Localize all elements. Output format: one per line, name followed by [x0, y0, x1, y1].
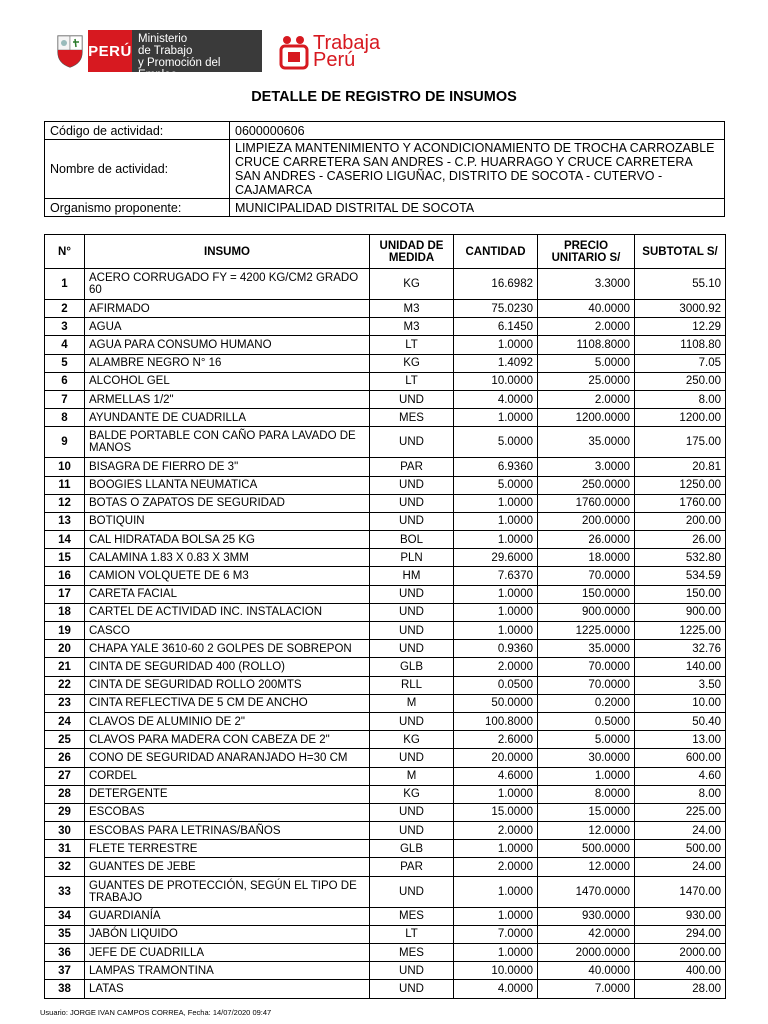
table-row [45, 749, 726, 767]
cell-insumo: GUANTES DE PROTECCIÓN, SEGÚN EL TIPO DE TRABAJO [85, 876, 370, 907]
document-title: DETALLE DE REGISTRO DE INSUMOS [251, 89, 517, 105]
cell-unidad: UND [370, 494, 454, 512]
cell-insumo: DETERGENTE [85, 785, 370, 803]
cell-insumo: CLAVOS PARA MADERA CON CABEZA DE 2" [85, 731, 370, 749]
cell-precio: 5.0000 [538, 354, 635, 372]
cell-cantidad: 7.0000 [454, 925, 538, 943]
cell-precio: 1.0000 [538, 767, 635, 785]
cell-n: 35 [45, 925, 85, 943]
cell-insumo: GUARDIANÍA [85, 907, 370, 925]
cell-precio: 200.0000 [538, 512, 635, 530]
cell-cantidad: 0.9360 [454, 640, 538, 658]
cell-precio: 1200.0000 [538, 409, 635, 427]
cell-unidad: MES [370, 944, 454, 962]
cell-insumo: BISAGRA DE FIERRO DE 3" [85, 458, 370, 476]
cell-subtotal: 4.60 [635, 767, 726, 785]
cell-insumo: AGUA [85, 318, 370, 336]
cell-subtotal: 1225.00 [635, 622, 726, 640]
cell-unidad: M [370, 767, 454, 785]
cell-n: 6 [45, 372, 85, 390]
cell-unidad: MES [370, 907, 454, 925]
table-row [45, 840, 726, 858]
cell-precio: 26.0000 [538, 531, 635, 549]
peru-coat-of-arms-icon [52, 30, 88, 72]
info-row-organismo [45, 199, 725, 217]
cell-unidad: UND [370, 712, 454, 730]
organismo-label: Organismo proponente: [45, 199, 230, 217]
cell-cantidad: 1.0000 [454, 622, 538, 640]
peru-label: PERÚ [88, 30, 132, 72]
cell-insumo: CARTEL DE ACTIVIDAD INC. INSTALACION [85, 603, 370, 621]
cell-precio: 8.0000 [538, 785, 635, 803]
col-header-unidad: UNIDAD DE MEDIDA [370, 235, 454, 269]
cell-unidad: UND [370, 640, 454, 658]
cell-unidad: HM [370, 567, 454, 585]
footer-user-info: Usuario: JORGE IVAN CAMPOS CORREA, Fecha: 14/07/2020 09:47 [40, 1008, 272, 1017]
cell-insumo: CALAMINA 1.83 X 0.83 X 3MM [85, 549, 370, 567]
col-header-insumo: INSUMO [85, 235, 370, 269]
cell-n: 3 [45, 318, 85, 336]
cell-insumo: CLAVOS DE ALUMINIO DE 2" [85, 712, 370, 730]
cell-insumo: CHAPA YALE 3610-60 2 GOLPES DE SOBREPON [85, 640, 370, 658]
cell-subtotal: 150.00 [635, 585, 726, 603]
col-header-cantidad: CANTIDAD [454, 235, 538, 269]
cell-insumo: BALDE PORTABLE CON CAÑO PARA LAVADO DE MANOS [85, 427, 370, 458]
table-row [45, 876, 726, 907]
cell-subtotal: 1200.00 [635, 409, 726, 427]
col-header-n: N° [45, 235, 85, 269]
cell-subtotal: 24.00 [635, 822, 726, 840]
cell-insumo: ESCOBAS PARA LETRINAS/BAÑOS [85, 822, 370, 840]
cell-cantidad: 1.0000 [454, 531, 538, 549]
cell-insumo: CINTA DE SEGURIDAD 400 (ROLLO) [85, 658, 370, 676]
table-row [45, 980, 726, 998]
cell-unidad: M3 [370, 300, 454, 318]
cell-cantidad: 1.0000 [454, 409, 538, 427]
cell-n: 25 [45, 731, 85, 749]
cell-subtotal: 1108.80 [635, 336, 726, 354]
cell-insumo: CAL HIDRATADA BOLSA 25 KG [85, 531, 370, 549]
cell-precio: 70.0000 [538, 658, 635, 676]
table-row [45, 622, 726, 640]
cell-insumo: GUANTES DE JEBE [85, 858, 370, 876]
cell-precio: 2.0000 [538, 318, 635, 336]
cell-unidad: UND [370, 980, 454, 998]
cell-insumo: AYUNDANTE DE CUADRILLA [85, 409, 370, 427]
cell-unidad: UND [370, 427, 454, 458]
cell-subtotal: 400.00 [635, 962, 726, 980]
cell-unidad: UND [370, 603, 454, 621]
cell-n: 33 [45, 876, 85, 907]
cell-n: 29 [45, 803, 85, 821]
cell-cantidad: 100.8000 [454, 712, 538, 730]
cell-precio: 40.0000 [538, 962, 635, 980]
cell-subtotal: 140.00 [635, 658, 726, 676]
cell-unidad: KG [370, 354, 454, 372]
cell-n: 34 [45, 907, 85, 925]
table-row [45, 603, 726, 621]
cell-subtotal: 10.00 [635, 694, 726, 712]
cell-precio: 3.3000 [538, 269, 635, 300]
insumos-table-body [45, 269, 726, 999]
cell-cantidad: 1.0000 [454, 876, 538, 907]
cell-n: 36 [45, 944, 85, 962]
table-row [45, 858, 726, 876]
cell-subtotal: 2000.00 [635, 944, 726, 962]
table-row [45, 944, 726, 962]
cell-unidad: LT [370, 336, 454, 354]
cell-n: 23 [45, 694, 85, 712]
cell-unidad: GLB [370, 840, 454, 858]
cell-n: 19 [45, 622, 85, 640]
cell-subtotal: 13.00 [635, 731, 726, 749]
nombre-label: Nombre de actividad: [45, 140, 230, 199]
trabaja-peru-text [313, 32, 381, 71]
cell-n: 37 [45, 962, 85, 980]
cell-cantidad: 2.6000 [454, 731, 538, 749]
table-row [45, 300, 726, 318]
cell-n: 18 [45, 603, 85, 621]
cell-n: 27 [45, 767, 85, 785]
cell-subtotal: 7.05 [635, 354, 726, 372]
cell-subtotal: 1760.00 [635, 494, 726, 512]
cell-subtotal: 1250.00 [635, 476, 726, 494]
cell-subtotal: 1470.00 [635, 876, 726, 907]
table-row [45, 962, 726, 980]
info-row-codigo [45, 122, 725, 140]
cell-unidad: KG [370, 269, 454, 300]
cell-cantidad: 5.0000 [454, 476, 538, 494]
codigo-label: Código de actividad: [45, 122, 230, 140]
cell-subtotal: 24.00 [635, 858, 726, 876]
table-row [45, 549, 726, 567]
cell-subtotal: 26.00 [635, 531, 726, 549]
cell-precio: 0.5000 [538, 712, 635, 730]
cell-n: 12 [45, 494, 85, 512]
cell-insumo: JABÓN LIQUIDO [85, 925, 370, 943]
table-row [45, 372, 726, 390]
cell-unidad: UND [370, 803, 454, 821]
cell-insumo: ESCOBAS [85, 803, 370, 821]
cell-cantidad: 1.0000 [454, 512, 538, 530]
cell-subtotal: 55.10 [635, 269, 726, 300]
ministry-line-1: Ministerio [138, 33, 188, 45]
cell-subtotal: 50.40 [635, 712, 726, 730]
cell-cantidad: 1.0000 [454, 840, 538, 858]
cell-precio: 35.0000 [538, 427, 635, 458]
cell-cantidad: 1.0000 [454, 494, 538, 512]
table-row [45, 427, 726, 458]
cell-unidad: UND [370, 822, 454, 840]
table-row [45, 907, 726, 925]
cell-cantidad: 20.0000 [454, 749, 538, 767]
cell-insumo: BOOGIES LLANTA NEUMATICA [85, 476, 370, 494]
cell-insumo: FLETE TERRESTRE [85, 840, 370, 858]
cell-n: 13 [45, 512, 85, 530]
codigo-value: 0600000606 [230, 122, 725, 140]
cell-cantidad: 5.0000 [454, 427, 538, 458]
table-header-row [45, 235, 726, 269]
cell-insumo: CONO DE SEGURIDAD ANARANJADO H=30 CM [85, 749, 370, 767]
cell-precio: 0.2000 [538, 694, 635, 712]
cell-cantidad: 1.0000 [454, 785, 538, 803]
info-row-nombre [45, 140, 725, 199]
ministry-line-2: de Trabajo [138, 45, 193, 57]
ministry-line-3: y Promoción del Empleo [138, 57, 221, 81]
cell-cantidad: 4.0000 [454, 390, 538, 408]
cell-subtotal: 175.00 [635, 427, 726, 458]
cell-unidad: PAR [370, 858, 454, 876]
table-row [45, 354, 726, 372]
cell-precio: 5.0000 [538, 731, 635, 749]
trabaja-peru-icon [278, 34, 310, 70]
cell-unidad: UND [370, 390, 454, 408]
col-header-precio: PRECIO UNITARIO S/ [538, 235, 635, 269]
cell-insumo: CAMION VOLQUETE DE 6 M3 [85, 567, 370, 585]
cell-cantidad: 1.0000 [454, 336, 538, 354]
cell-precio: 12.0000 [538, 858, 635, 876]
cell-n: 32 [45, 858, 85, 876]
cell-subtotal: 225.00 [635, 803, 726, 821]
cell-cantidad: 16.6982 [454, 269, 538, 300]
cell-cantidad: 1.4092 [454, 354, 538, 372]
cell-n: 21 [45, 658, 85, 676]
col-header-subtotal: SUBTOTAL S/ [635, 235, 726, 269]
cell-unidad: UND [370, 962, 454, 980]
table-row [45, 803, 726, 821]
table-row [45, 512, 726, 530]
cell-subtotal: 3.50 [635, 676, 726, 694]
cell-insumo: ALCOHOL GEL [85, 372, 370, 390]
cell-precio: 1225.0000 [538, 622, 635, 640]
table-row [45, 269, 726, 300]
table-row [45, 585, 726, 603]
table-row [45, 409, 726, 427]
cell-subtotal: 532.80 [635, 549, 726, 567]
table-row [45, 676, 726, 694]
table-row [45, 531, 726, 549]
cell-insumo: LAMPAS TRAMONTINA [85, 962, 370, 980]
cell-precio: 2000.0000 [538, 944, 635, 962]
cell-precio: 500.0000 [538, 840, 635, 858]
table-row [45, 731, 726, 749]
cell-unidad: GLB [370, 658, 454, 676]
cell-n: 15 [45, 549, 85, 567]
cell-n: 16 [45, 567, 85, 585]
cell-subtotal: 294.00 [635, 925, 726, 943]
table-row [45, 925, 726, 943]
table-row [45, 390, 726, 408]
cell-precio: 40.0000 [538, 300, 635, 318]
cell-cantidad: 2.0000 [454, 822, 538, 840]
cell-unidad: M [370, 694, 454, 712]
cell-cantidad: 2.0000 [454, 858, 538, 876]
cell-n: 24 [45, 712, 85, 730]
cell-precio: 30.0000 [538, 749, 635, 767]
cell-unidad: UND [370, 512, 454, 530]
cell-unidad: BOL [370, 531, 454, 549]
cell-cantidad: 4.6000 [454, 767, 538, 785]
cell-unidad: RLL [370, 676, 454, 694]
cell-unidad: LT [370, 372, 454, 390]
cell-subtotal: 930.00 [635, 907, 726, 925]
cell-unidad: M3 [370, 318, 454, 336]
table-row [45, 476, 726, 494]
table-row [45, 712, 726, 730]
cell-precio: 15.0000 [538, 803, 635, 821]
cell-unidad: PLN [370, 549, 454, 567]
cell-insumo: ARMELLAS 1/2" [85, 390, 370, 408]
cell-precio: 18.0000 [538, 549, 635, 567]
cell-unidad: UND [370, 876, 454, 907]
cell-n: 11 [45, 476, 85, 494]
cell-insumo: BOTIQUIN [85, 512, 370, 530]
cell-precio: 12.0000 [538, 822, 635, 840]
table-row [45, 494, 726, 512]
cell-n: 5 [45, 354, 85, 372]
cell-subtotal: 250.00 [635, 372, 726, 390]
cell-unidad: PAR [370, 458, 454, 476]
trabaja-line-1: Trabaja [313, 32, 381, 54]
cell-subtotal: 8.00 [635, 785, 726, 803]
cell-insumo: CINTA REFLECTIVA DE 5 CM DE ANCHO [85, 694, 370, 712]
cell-precio: 2.0000 [538, 390, 635, 408]
cell-n: 10 [45, 458, 85, 476]
table-row [45, 785, 726, 803]
cell-insumo: ALAMBRE NEGRO N° 16 [85, 354, 370, 372]
organismo-value: MUNICIPALIDAD DISTRITAL DE SOCOTA [230, 199, 725, 217]
cell-insumo: BOTAS O ZAPATOS DE SEGURIDAD [85, 494, 370, 512]
cell-insumo: CARETA FACIAL [85, 585, 370, 603]
trabaja-line-2: Perú [313, 49, 356, 71]
cell-insumo: ACERO CORRUGADO FY = 4200 KG/CM2 GRADO 60 [85, 269, 370, 300]
cell-precio: 35.0000 [538, 640, 635, 658]
ministry-name [132, 30, 262, 81]
cell-n: 7 [45, 390, 85, 408]
cell-insumo: JEFE DE CUADRILLA [85, 944, 370, 962]
cell-insumo: LATAS [85, 980, 370, 998]
trabaja-peru-logo [278, 32, 380, 72]
cell-cantidad: 1.0000 [454, 585, 538, 603]
cell-precio: 70.0000 [538, 676, 635, 694]
cell-n: 2 [45, 300, 85, 318]
cell-precio: 150.0000 [538, 585, 635, 603]
ministry-logo [52, 30, 262, 81]
cell-n: 22 [45, 676, 85, 694]
cell-precio: 930.0000 [538, 907, 635, 925]
cell-precio: 25.0000 [538, 372, 635, 390]
cell-unidad: UND [370, 749, 454, 767]
cell-subtotal: 534.59 [635, 567, 726, 585]
cell-cantidad: 15.0000 [454, 803, 538, 821]
cell-subtotal: 8.00 [635, 390, 726, 408]
cell-subtotal: 32.76 [635, 640, 726, 658]
table-row [45, 336, 726, 354]
cell-n: 1 [45, 269, 85, 300]
cell-insumo: CASCO [85, 622, 370, 640]
cell-n: 17 [45, 585, 85, 603]
cell-precio: 70.0000 [538, 567, 635, 585]
cell-precio: 3.0000 [538, 458, 635, 476]
cell-n: 20 [45, 640, 85, 658]
cell-precio: 42.0000 [538, 925, 635, 943]
cell-precio: 1470.0000 [538, 876, 635, 907]
cell-subtotal: 500.00 [635, 840, 726, 858]
cell-insumo: CINTA DE SEGURIDAD ROLLO 200MTS [85, 676, 370, 694]
cell-cantidad: 2.0000 [454, 658, 538, 676]
cell-cantidad: 29.6000 [454, 549, 538, 567]
cell-cantidad: 0.0500 [454, 676, 538, 694]
cell-cantidad: 1.0000 [454, 944, 538, 962]
cell-subtotal: 3000.92 [635, 300, 726, 318]
cell-cantidad: 1.0000 [454, 907, 538, 925]
cell-unidad: MES [370, 409, 454, 427]
cell-subtotal: 28.00 [635, 980, 726, 998]
cell-precio: 250.0000 [538, 476, 635, 494]
cell-subtotal: 900.00 [635, 603, 726, 621]
cell-precio: 7.0000 [538, 980, 635, 998]
cell-n: 30 [45, 822, 85, 840]
insumos-table [44, 234, 726, 999]
cell-n: 14 [45, 531, 85, 549]
cell-unidad: KG [370, 785, 454, 803]
cell-n: 31 [45, 840, 85, 858]
cell-subtotal: 20.81 [635, 458, 726, 476]
cell-cantidad: 1.0000 [454, 603, 538, 621]
table-row [45, 822, 726, 840]
table-row [45, 318, 726, 336]
table-row [45, 458, 726, 476]
cell-cantidad: 10.0000 [454, 962, 538, 980]
cell-subtotal: 12.29 [635, 318, 726, 336]
table-row [45, 658, 726, 676]
cell-n: 28 [45, 785, 85, 803]
cell-cantidad: 50.0000 [454, 694, 538, 712]
cell-n: 8 [45, 409, 85, 427]
cell-unidad: LT [370, 925, 454, 943]
cell-precio: 900.0000 [538, 603, 635, 621]
cell-unidad: UND [370, 476, 454, 494]
table-row [45, 640, 726, 658]
cell-precio: 1760.0000 [538, 494, 635, 512]
nombre-value: LIMPIEZA MANTENIMIENTO Y ACONDICIONAMIENTO DE TROCHA CARROZABLE CRUCE CARRETERA SAN ANDRES - C.P. HUARRAGO Y CRUCE CARRETERA SAN ANDRES - CASERIO LIGUÑAC, DISTRITO DE SOCOTA - CUTERVO - CAJAMARCA [230, 140, 725, 199]
cell-subtotal: 600.00 [635, 749, 726, 767]
cell-insumo: AGUA PARA CONSUMO HUMANO [85, 336, 370, 354]
table-row [45, 694, 726, 712]
activity-info-table [44, 121, 725, 217]
table-row [45, 767, 726, 785]
table-row [45, 567, 726, 585]
cell-cantidad: 6.1450 [454, 318, 538, 336]
cell-unidad: KG [370, 731, 454, 749]
cell-cantidad: 7.6370 [454, 567, 538, 585]
cell-cantidad: 4.0000 [454, 980, 538, 998]
cell-n: 9 [45, 427, 85, 458]
cell-precio: 1108.8000 [538, 336, 635, 354]
cell-n: 38 [45, 980, 85, 998]
cell-cantidad: 10.0000 [454, 372, 538, 390]
cell-insumo: AFIRMADO [85, 300, 370, 318]
cell-n: 4 [45, 336, 85, 354]
cell-unidad: UND [370, 585, 454, 603]
cell-n: 26 [45, 749, 85, 767]
cell-cantidad: 75.0230 [454, 300, 538, 318]
cell-subtotal: 200.00 [635, 512, 726, 530]
cell-unidad: UND [370, 622, 454, 640]
cell-insumo: CORDEL [85, 767, 370, 785]
cell-cantidad: 6.9360 [454, 458, 538, 476]
